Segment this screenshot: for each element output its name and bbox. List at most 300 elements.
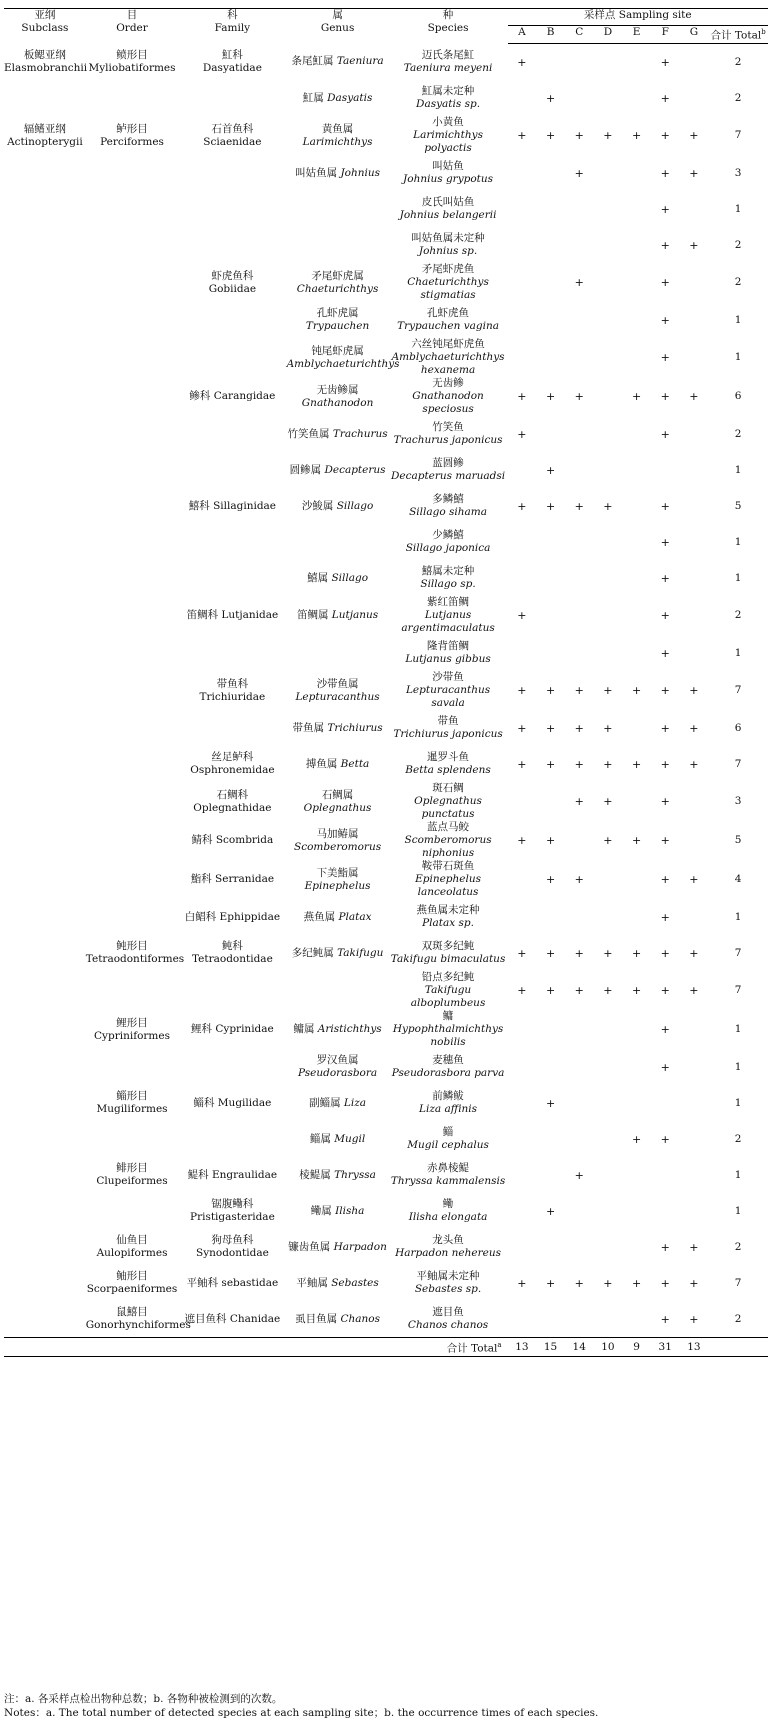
site-mark: + [545, 129, 556, 142]
order-cell-text: 鲻形目 [116, 1090, 148, 1102]
species-cell-text: Sillago japonica [405, 542, 491, 554]
genus-cn: 条尾魟属 [291, 55, 334, 68]
site-mark [508, 1010, 537, 1049]
site-mark [594, 191, 623, 227]
total-label-sup: a [497, 1340, 502, 1349]
species-cell [389, 488, 508, 524]
row-total: 1 [734, 1168, 742, 1181]
site-mark: + [689, 873, 699, 886]
genus-cn: 棱鳀属 [299, 1168, 331, 1181]
site-mark: + [545, 91, 556, 105]
genus-cn: 平鲉属 [296, 1276, 328, 1289]
subclass-cell [4, 377, 86, 416]
species-cell [389, 416, 508, 452]
site-mark [536, 227, 565, 263]
site-mark [651, 1085, 680, 1121]
site-mark: + [660, 1023, 670, 1036]
site-mark: + [517, 834, 527, 847]
species-cell-text: Decapterus maruadsi [390, 470, 506, 482]
species-cell-text: Johnius grypotus [403, 173, 494, 185]
order-cell [86, 44, 178, 81]
family-cell [178, 860, 286, 899]
order-cell-text: Cypriniformes [94, 1029, 170, 1042]
order-cell-text: Tetraodontiformes [85, 953, 185, 965]
subclass-cell [4, 116, 86, 155]
family-cell [178, 263, 286, 302]
site-mark: + [660, 757, 670, 771]
genus-cell [287, 1085, 389, 1121]
site-mark [536, 899, 565, 935]
genus-latin: Takifugu [337, 946, 384, 959]
row-total: 2 [734, 55, 742, 68]
site-mark [622, 263, 651, 302]
site-mark [594, 1229, 623, 1265]
subclass-cell [4, 263, 86, 302]
family-cell [178, 710, 286, 746]
species-cell-text: 平鲉属未定种 [416, 1270, 480, 1282]
site-mark [594, 1157, 623, 1193]
family-cell-text: Osphronemidae [190, 764, 275, 776]
table-row [4, 860, 768, 899]
site-mark [565, 1049, 594, 1085]
site-mark [680, 560, 709, 596]
species-cell [389, 860, 508, 899]
table-notes [4, 1692, 770, 1720]
species-cell-text: 蓝圆鲹 [432, 457, 464, 469]
genus-latin: Trypauchen [305, 320, 370, 332]
species-cell [389, 935, 508, 971]
site-mark [680, 263, 709, 302]
header-subclass: 亚纲 Subclass [4, 9, 86, 44]
site-mark: + [660, 238, 670, 252]
family-cell-text: 虾虎鱼科 [211, 269, 254, 282]
genus-cell [287, 1193, 389, 1229]
site-mark: + [545, 1096, 556, 1110]
row-total: 4 [734, 873, 742, 885]
order-cell [86, 416, 178, 452]
species-cell-text: Amblychaeturichthys hexanema [391, 351, 505, 376]
species-cell-text: 沙带鱼 [432, 671, 464, 683]
site-mark: + [574, 1276, 584, 1290]
subclass-cell-text: Actinopterygii [7, 135, 83, 148]
subclass-cell-text: 板鳃亚纲 [23, 48, 66, 61]
species-cell-text: 六丝钝尾虾虎鱼 [411, 338, 485, 350]
genus-cn: 笛鲷属 [296, 609, 329, 621]
genus-latin: Sillago [336, 499, 374, 512]
genus-latin: Johnius [340, 166, 381, 179]
site-mark [565, 80, 594, 116]
site-mark: + [545, 463, 556, 477]
subclass-cell [4, 899, 86, 935]
order-cell-text: Aulopiformes [96, 1247, 168, 1259]
site-mark: + [689, 238, 699, 252]
site-mark [536, 416, 565, 452]
subclass-cell-text: Elasmobranchii [4, 61, 88, 74]
note-chinese: 注：a. 各采样点检出物种总数；b. 各物种被检测到的次数。 [4, 1693, 283, 1705]
site-mark [622, 860, 651, 899]
order-cell-text: 鲼形目 [116, 48, 148, 61]
site-mark: + [631, 684, 642, 697]
species-cell-text: Dasyatis sp. [416, 98, 481, 110]
genus-latin: Platax [338, 910, 372, 923]
species-cell-text: Harpadon nehereus [395, 1247, 501, 1259]
table-row [4, 80, 768, 116]
species-cell-text: Liza affinis [419, 1103, 478, 1115]
species-cell [389, 1265, 508, 1301]
family-cell-text: 狗母鱼科 [211, 1234, 254, 1246]
site-mark [622, 710, 651, 746]
genus-cell [287, 1265, 389, 1301]
site-mark: + [660, 427, 670, 441]
row-total: 6 [734, 721, 742, 734]
species-cell-text: Sebastes sp. [414, 1283, 482, 1295]
header-site: F [651, 26, 680, 44]
table-row [4, 227, 768, 263]
genus-latin: Amblychaeturichthys [286, 357, 400, 370]
site-mark [565, 596, 594, 635]
row-total: 1 [734, 351, 742, 363]
species-cell-text: 小黄鱼 [432, 116, 464, 128]
order-cell [86, 1121, 178, 1157]
site-mark [508, 1157, 537, 1193]
order-cell [86, 1049, 178, 1085]
table-row [4, 1049, 768, 1085]
site-mark [622, 1229, 651, 1265]
site-mark: + [660, 129, 670, 142]
site-mark: + [517, 609, 527, 622]
species-cell-text: 燕鱼属未定种 [416, 904, 480, 916]
site-mark [594, 524, 623, 560]
table-row [4, 452, 768, 488]
family-cell [178, 1085, 286, 1121]
table-header [4, 9, 768, 44]
genus-cell [287, 80, 389, 116]
site-mark [508, 191, 537, 227]
table-row [4, 1085, 768, 1121]
order-cell [86, 338, 178, 377]
site-mark: + [517, 721, 527, 735]
genus-cn: 黄鱼属 [321, 122, 354, 135]
site-mark [594, 80, 623, 116]
family-cell [178, 524, 286, 560]
order-cell [86, 227, 178, 263]
row-total: 1 [734, 1204, 742, 1217]
site-mark: + [545, 1204, 556, 1218]
site-mark [594, 596, 623, 635]
table-row [4, 377, 768, 416]
species-cell [389, 710, 508, 746]
species-cell [389, 596, 508, 635]
order-cell [86, 710, 178, 746]
site-mark [651, 1157, 680, 1193]
subclass-cell [4, 524, 86, 560]
site-mark [565, 1229, 594, 1265]
site-mark: + [603, 129, 613, 142]
site-mark [680, 338, 709, 377]
genus-latin: Lepturacanthus [295, 690, 380, 703]
subclass-cell [4, 710, 86, 746]
family-cell [178, 746, 286, 782]
site-mark [565, 227, 594, 263]
table-row [4, 821, 768, 860]
order-cell [86, 746, 178, 782]
subclass-cell [4, 1121, 86, 1157]
family-cell-text: 平鲉科 sebastidae [186, 1276, 279, 1289]
family-cell [178, 44, 286, 81]
species-cell [389, 782, 508, 821]
site-mark [594, 155, 623, 191]
species-cell-text: Chaeturichthys stigmatias [407, 276, 489, 301]
species-cell-text: 带鱼 [437, 715, 459, 727]
genus-cell [287, 155, 389, 191]
subclass-cell [4, 671, 86, 710]
site-mark [622, 416, 651, 452]
site-mark [536, 1229, 565, 1265]
site-mark: + [517, 984, 527, 997]
site-mark [680, 1085, 709, 1121]
family-cell-text: 锯腹鳓科 [211, 1198, 254, 1210]
site-mark [508, 452, 537, 488]
subclass-cell [4, 1085, 86, 1121]
family-cell-text: Synodontidae [196, 1247, 269, 1259]
species-cell-text: 魟属未定种 [421, 85, 475, 97]
genus-cn: 魟属 [302, 91, 324, 104]
site-mark [622, 782, 651, 821]
genus-cell [287, 1121, 389, 1157]
site-mark: + [574, 499, 584, 513]
family-cell [178, 452, 286, 488]
family-cell-text: 白鲳科 Ephippidae [184, 910, 281, 923]
genus-cn: 矛尾虾虎属 [311, 269, 364, 282]
site-mark: + [574, 946, 584, 960]
site-mark [508, 227, 537, 263]
family-cell-text: 鳀科 Engraulidae [187, 1168, 278, 1181]
table-row [4, 302, 768, 338]
genus-latin: Sebastes [331, 1276, 379, 1289]
order-cell [85, 1301, 191, 1338]
genus-cn: 马加䲠属 [316, 827, 359, 840]
order-cell-text: 仙鱼目 [116, 1234, 148, 1246]
species-cell [389, 44, 508, 81]
site-mark [508, 635, 537, 671]
order-cell-text: 鲱形目 [116, 1162, 148, 1174]
species-cell-text: 龙头鱼 [432, 1234, 464, 1246]
table-row [4, 338, 768, 377]
genus-cn: 鱚属 [307, 571, 329, 584]
site-mark [680, 416, 709, 452]
header-species: 种 Species [389, 9, 508, 44]
site-mark [594, 1010, 623, 1049]
family-cell-text: 丝足鲈科 [211, 751, 254, 763]
species-cell-text: 鳙 [442, 1010, 454, 1022]
site-mark [565, 821, 594, 860]
species-cell-text: 孔虾虎鱼 [427, 307, 470, 319]
table-row [4, 191, 768, 227]
site-mark: + [631, 1132, 642, 1146]
subclass-cell [4, 44, 86, 81]
family-cell [178, 80, 286, 116]
subclass-cell [4, 1193, 86, 1229]
species-cell [389, 1301, 508, 1338]
site-mark [622, 302, 651, 338]
species-cell [389, 227, 508, 263]
site-mark: + [545, 721, 556, 735]
row-total: 2 [734, 609, 742, 621]
species-cell [389, 524, 508, 560]
site-mark [536, 155, 565, 191]
site-mark: + [574, 276, 584, 289]
site-mark [508, 1085, 537, 1121]
site-mark [622, 80, 651, 116]
species-cell [389, 560, 508, 596]
site-mark: + [631, 390, 642, 403]
family-cell [178, 227, 286, 263]
order-cell [86, 377, 178, 416]
genus-cn: 圆鲹属 [289, 463, 322, 476]
site-mark: + [545, 1276, 556, 1290]
species-cell [389, 80, 508, 116]
species-cell-text: 鳓 [442, 1198, 454, 1210]
genus-latin: Aristichthys [317, 1023, 382, 1035]
species-cell [389, 1121, 508, 1157]
order-cell-text: 鲀形目 [116, 940, 148, 952]
genus-latin: Lutjanus [331, 609, 379, 621]
header-site: A [508, 26, 537, 44]
genus-cell [287, 1049, 389, 1085]
order-cell [86, 452, 178, 488]
site-mark [594, 227, 623, 263]
order-cell-text: Mugiliformes [96, 1103, 168, 1115]
site-mark: + [631, 1276, 642, 1290]
row-total: 5 [734, 499, 742, 512]
site-mark: + [545, 873, 556, 886]
species-cell [389, 821, 508, 860]
genus-cn: 虱目鱼属 [295, 1312, 338, 1325]
genus-cell [287, 302, 389, 338]
genus-cell [287, 560, 389, 596]
table-footer [4, 1338, 768, 1357]
subclass-cell [4, 1010, 86, 1049]
order-cell-text: 鲉形目 [116, 1270, 148, 1282]
site-mark: + [660, 351, 670, 364]
header-total [708, 26, 768, 44]
species-cell-text: Lepturacanthus savala [405, 684, 491, 709]
genus-latin: Harpadon [333, 1240, 387, 1253]
row-total: 2 [734, 276, 742, 288]
subclass-cell [4, 191, 86, 227]
site-mark: + [660, 390, 670, 403]
site-mark [536, 1010, 565, 1049]
site-total: 9 [622, 1338, 651, 1357]
species-cell [389, 746, 508, 782]
subclass-cell [4, 1157, 86, 1193]
site-mark: + [603, 721, 613, 735]
site-mark: + [660, 499, 670, 513]
site-mark [594, 1085, 623, 1121]
site-mark [565, 302, 594, 338]
subclass-cell [4, 1229, 86, 1265]
subclass-cell [4, 1265, 86, 1301]
site-mark [565, 1301, 594, 1338]
site-mark [680, 1157, 709, 1193]
site-mark [680, 596, 709, 635]
site-mark: + [603, 946, 613, 960]
order-cell-text: Scorpaeniformes [86, 1283, 178, 1295]
site-mark [651, 452, 680, 488]
subclass-cell [4, 155, 86, 191]
subclass-cell [4, 452, 86, 488]
genus-latin: Taeniura [336, 55, 384, 68]
family-cell [178, 302, 286, 338]
site-mark: + [574, 166, 584, 180]
order-cell [86, 488, 178, 524]
site-mark [508, 155, 537, 191]
site-mark: + [631, 757, 642, 771]
family-cell-text: 石鲷科 [216, 788, 249, 801]
subclass-cell [4, 80, 86, 116]
site-mark: + [574, 795, 584, 808]
header-order: 目 Order [86, 9, 178, 44]
species-cell-text: Trypauchen vagina [397, 320, 500, 332]
row-total: 5 [734, 834, 742, 846]
subclass-cell [4, 1049, 86, 1085]
species-cell [389, 1085, 508, 1121]
order-cell [86, 263, 178, 302]
genus-cell [287, 596, 389, 635]
site-mark [622, 635, 651, 671]
family-cell [178, 821, 286, 860]
species-cell [389, 899, 508, 935]
site-mark: + [574, 390, 584, 403]
genus-cell [287, 860, 389, 899]
family-cell [178, 1193, 286, 1229]
site-mark [680, 1049, 709, 1085]
species-cell [389, 635, 508, 671]
site-mark [622, 1157, 651, 1193]
site-mark: + [631, 129, 642, 142]
row-total: 1 [734, 571, 742, 584]
family-cell-text: Trichiuridae [199, 690, 266, 703]
table-row [4, 671, 768, 710]
family-cell [178, 1265, 286, 1301]
site-mark: + [660, 166, 670, 180]
site-mark [594, 635, 623, 671]
order-cell-text: 鲤形目 [116, 1016, 148, 1029]
genus-cell [287, 116, 389, 155]
genus-cn: 搏鱼属 [305, 757, 338, 770]
site-mark [565, 899, 594, 935]
family-cell [178, 560, 286, 596]
site-mark: + [631, 946, 642, 960]
row-total: 7 [734, 946, 742, 959]
site-mark [536, 1121, 565, 1157]
order-cell-text: Clupeiformes [96, 1175, 168, 1187]
table-row [4, 935, 768, 971]
site-mark [594, 338, 623, 377]
order-cell [86, 1193, 178, 1229]
genus-latin: Liza [343, 1096, 367, 1109]
site-mark: + [660, 91, 670, 105]
site-mark [622, 560, 651, 596]
species-cell-text: 鱚属未定种 [421, 565, 475, 577]
subclass-cell [4, 746, 86, 782]
family-cell [178, 488, 286, 524]
note-english: Notes：a. The total number of detected species at each sampling site；b. the occurrence times of each species. [4, 1707, 599, 1719]
header-site: G [680, 26, 709, 44]
family-cell-text: 遮目鱼科 Chanidae [184, 1312, 281, 1325]
site-mark: + [660, 276, 670, 289]
genus-latin: Pseudorasbora [297, 1067, 378, 1079]
